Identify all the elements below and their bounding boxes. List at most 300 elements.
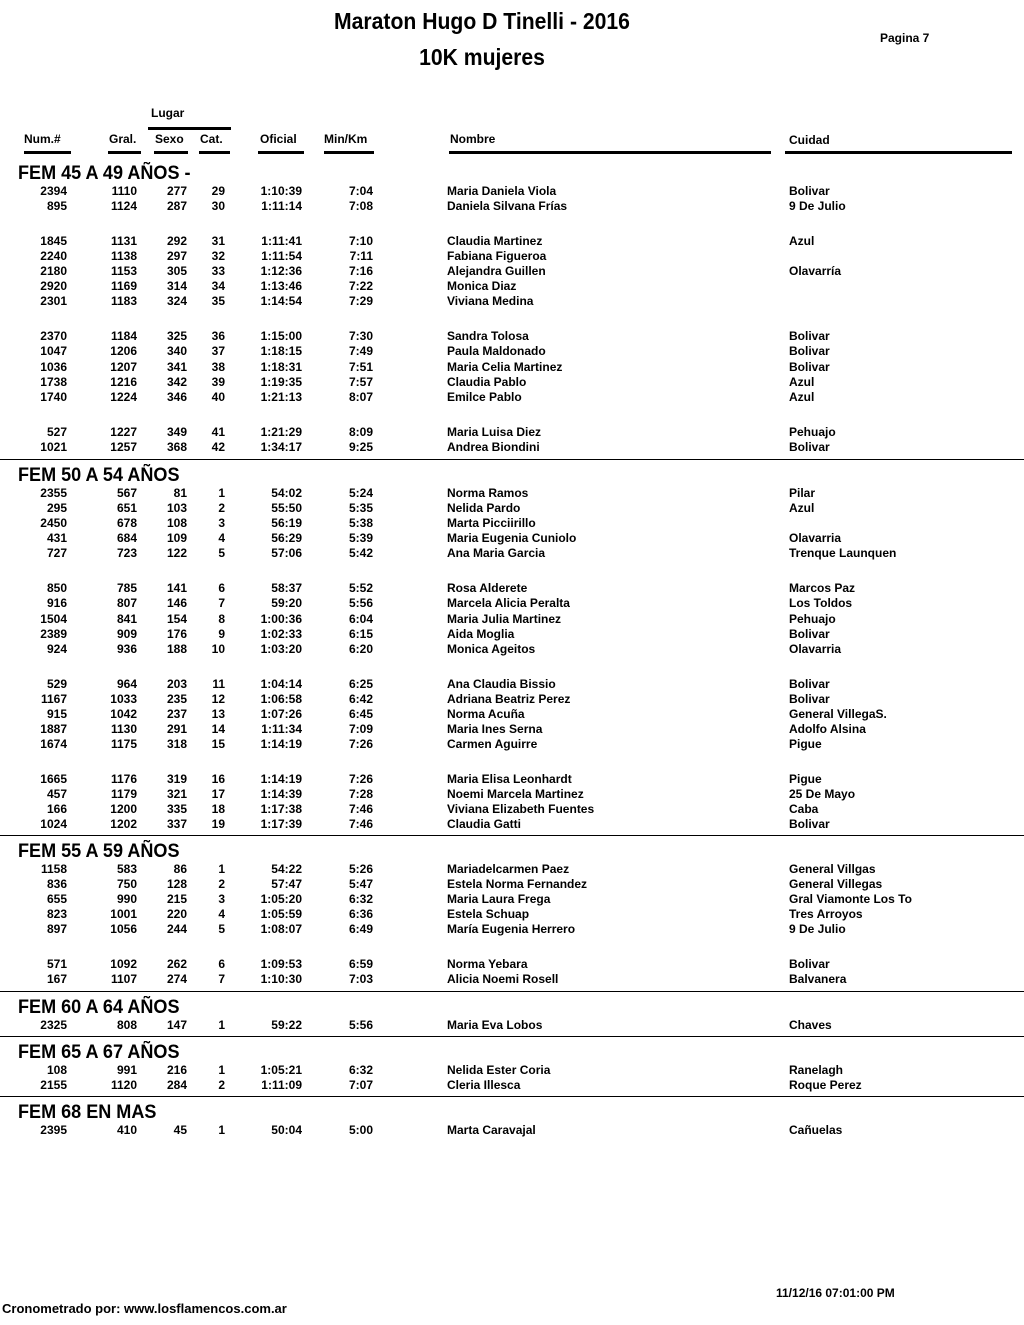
cell-ciudad: Bolivar: [789, 344, 830, 358]
cell-cat: 41: [211, 425, 225, 439]
cell-gral: 567: [116, 486, 137, 500]
cell-oficial: 1:11:54: [261, 249, 302, 263]
column-header-gral: Gral.: [109, 132, 137, 146]
cell-cat: 34: [211, 279, 225, 293]
cell-cat: 8: [218, 612, 225, 626]
cell-nombre: Rosa Alderete: [447, 581, 528, 595]
cell-ciudad: Pilar: [789, 486, 816, 500]
cell-ciudad: Olavarria: [789, 642, 842, 656]
cell-num: 2325: [40, 1018, 67, 1032]
cell-cat: 2: [218, 877, 225, 891]
cell-num: 655: [46, 892, 67, 906]
section-divider: [0, 459, 1024, 460]
cell-sexo: 321: [166, 787, 187, 801]
cell-nombre: Nelida Ester Coria: [447, 1063, 551, 1077]
cell-cat: 16: [211, 772, 225, 786]
cell-minkm: 6:32: [348, 1063, 373, 1077]
section-title: FEM 50 A 54 AÑOS: [18, 465, 180, 486]
section-title: FEM 65 A 67 AÑOS: [18, 1042, 180, 1063]
cell-minkm: 7:03: [348, 972, 373, 986]
cell-sexo: 262: [166, 957, 187, 971]
cell-num: 1740: [40, 390, 67, 404]
cell-gral: 410: [116, 1123, 137, 1137]
cell-num: 2389: [40, 627, 67, 641]
cell-minkm: 5:24: [348, 486, 373, 500]
cell-cat: 13: [211, 707, 225, 721]
cell-oficial: 56:19: [271, 516, 302, 530]
cell-nombre: María Eugenia Herrero: [447, 922, 576, 936]
cell-minkm: 7:30: [348, 329, 373, 343]
cell-minkm: 5:39: [348, 531, 373, 545]
cell-cat: 39: [211, 375, 225, 389]
cell-nombre: Maria Daniela Viola: [447, 184, 557, 198]
cell-num: 2450: [40, 516, 67, 530]
cell-gral: 583: [116, 862, 137, 876]
cell-oficial: 54:22: [271, 862, 302, 876]
cell-num: 1665: [40, 772, 67, 786]
cell-nombre: Maria Celia Martinez: [447, 360, 563, 374]
column-header-cat: Cat.: [200, 132, 223, 146]
cell-oficial: 1:10:39: [260, 184, 302, 198]
section-title: FEM 68 EN MAS: [18, 1102, 157, 1123]
cell-gral: 1131: [110, 234, 137, 248]
cell-sexo: 297: [166, 249, 187, 263]
cell-cat: 6: [218, 957, 225, 971]
cell-gral: 909: [116, 627, 137, 641]
cell-minkm: 7:51: [348, 360, 373, 374]
cell-minkm: 6:25: [348, 677, 373, 691]
cell-oficial: 1:03:20: [260, 642, 302, 656]
cell-gral: 1200: [110, 802, 137, 816]
cell-cat: 4: [218, 907, 225, 921]
cell-sexo: 146: [166, 596, 187, 610]
cell-nombre: Monica Diaz: [447, 279, 517, 293]
cell-oficial: 1:05:21: [260, 1063, 302, 1077]
gral-underline: [108, 151, 141, 154]
cell-gral: 1183: [110, 294, 137, 308]
cell-num: 1036: [40, 360, 67, 374]
cell-cat: 7: [218, 596, 225, 610]
cell-oficial: 1:05:20: [260, 892, 302, 906]
cell-sexo: 337: [166, 817, 187, 831]
cell-gral: 964: [116, 677, 137, 691]
cell-nombre: Alejandra Guillen: [447, 264, 546, 278]
cell-sexo: 122: [166, 546, 187, 560]
cell-sexo: 274: [166, 972, 187, 986]
cell-cat: 38: [211, 360, 225, 374]
cell-gral: 651: [116, 501, 137, 515]
cell-gral: 750: [116, 877, 137, 891]
cell-gral: 991: [116, 1063, 137, 1077]
cell-num: 850: [46, 581, 67, 595]
section-divider: [0, 835, 1024, 836]
cell-num: 895: [46, 199, 67, 213]
cell-gral: 1120: [110, 1078, 137, 1092]
cell-minkm: 7:08: [348, 199, 373, 213]
cell-num: 916: [46, 596, 67, 610]
cell-minkm: 7:49: [348, 344, 373, 358]
cell-gral: 1206: [110, 344, 137, 358]
cell-cat: 37: [211, 344, 225, 358]
section-divider: [0, 1096, 1024, 1097]
cell-oficial: 1:08:07: [260, 922, 302, 936]
cell-cat: 33: [211, 264, 225, 278]
cell-ciudad: General Villegas: [789, 877, 883, 891]
cell-num: 295: [46, 501, 67, 515]
cell-sexo: 45: [173, 1123, 187, 1137]
cell-nombre: Alicia Noemi Rosell: [447, 972, 559, 986]
cell-num: 2395: [40, 1123, 67, 1137]
cell-gral: 807: [116, 596, 137, 610]
cell-sexo: 109: [166, 531, 187, 545]
cell-num: 1674: [40, 737, 67, 751]
cell-ciudad: 9 De Julio: [789, 922, 846, 936]
page-number: Pagina 7: [880, 31, 930, 45]
cell-num: 2301: [40, 294, 67, 308]
cell-oficial: 57:47: [271, 877, 302, 891]
section-title: FEM 60 A 64 AÑOS: [18, 997, 180, 1018]
cell-minkm: 5:56: [348, 596, 373, 610]
cell-num: 1158: [40, 862, 67, 876]
cell-num: 571: [46, 957, 67, 971]
cell-nombre: Viviana Medina: [447, 294, 534, 308]
cell-ciudad: Pigue: [789, 737, 822, 751]
cell-gral: 808: [116, 1018, 137, 1032]
cell-nombre: Paula Maldonado: [447, 344, 546, 358]
cell-ciudad: Olavarría: [789, 264, 842, 278]
cell-num: 166: [46, 802, 67, 816]
cell-oficial: 1:06:58: [260, 692, 302, 706]
cell-num: 2180: [40, 264, 67, 278]
footer-timestamp: 11/12/16 07:01:00 PM: [776, 1286, 895, 1300]
section-divider: [0, 991, 1024, 992]
cell-gral: 1184: [110, 329, 137, 343]
cell-nombre: Claudia Pablo: [447, 375, 527, 389]
cell-minkm: 6:32: [348, 892, 373, 906]
cell-ciudad: Azul: [789, 234, 815, 248]
cell-sexo: 103: [166, 501, 187, 515]
cell-nombre: Norma Ramos: [447, 486, 529, 500]
cell-num: 1845: [40, 234, 67, 248]
cell-nombre: Fabiana Figueroa: [447, 249, 547, 263]
cell-sexo: 216: [166, 1063, 187, 1077]
cell-cat: 4: [218, 531, 225, 545]
cell-minkm: 7:28: [348, 787, 373, 801]
cell-gral: 841: [116, 612, 137, 626]
cell-cat: 18: [211, 802, 225, 816]
cell-num: 2155: [40, 1078, 67, 1092]
cell-ciudad: Bolivar: [789, 692, 830, 706]
cell-oficial: 1:10:30: [260, 972, 302, 986]
cell-cat: 5: [218, 546, 225, 560]
cell-gral: 1224: [110, 390, 137, 404]
nombre-underline: [449, 151, 771, 154]
cell-num: 915: [46, 707, 67, 721]
section-divider: [0, 1036, 1024, 1037]
cell-cat: 42: [211, 440, 225, 454]
cell-num: 1021: [40, 440, 67, 454]
cell-oficial: 1:34:17: [260, 440, 302, 454]
cell-nombre: Cleria Illesca: [447, 1078, 521, 1092]
cell-nombre: Maria Laura Frega: [447, 892, 551, 906]
cell-oficial: 59:20: [271, 596, 302, 610]
cell-nombre: Emilce Pablo: [447, 390, 522, 404]
cell-nombre: Ana Maria Garcia: [447, 546, 546, 560]
cell-oficial: 55:50: [271, 501, 302, 515]
cell-minkm: 8:09: [348, 425, 373, 439]
cell-minkm: 6:49: [348, 922, 373, 936]
cell-ciudad: Tres Arroyos: [789, 907, 863, 921]
cell-gral: 1033: [110, 692, 137, 706]
footer-timing-credit: Cronometrado por: www.losflamencos.com.ar: [2, 1301, 287, 1316]
cell-sexo: 340: [166, 344, 187, 358]
cell-sexo: 237: [166, 707, 187, 721]
cell-minkm: 7:16: [348, 264, 373, 278]
cell-oficial: 1:14:19: [260, 772, 302, 786]
cell-cat: 14: [211, 722, 225, 736]
cell-nombre: Claudia Martinez: [447, 234, 543, 248]
cell-cat: 17: [211, 787, 225, 801]
cell-oficial: 1:00:36: [260, 612, 302, 626]
cell-num: 897: [46, 922, 67, 936]
cell-sexo: 235: [166, 692, 187, 706]
section-title: FEM 55 A 59 AÑOS: [18, 841, 180, 862]
cell-num: 2355: [40, 486, 67, 500]
cell-ciudad: Trenque Launquen: [789, 546, 897, 560]
column-header-sexo: Sexo: [155, 132, 184, 146]
cell-gral: 990: [116, 892, 137, 906]
cell-gral: 678: [116, 516, 137, 530]
cell-sexo: 346: [166, 390, 187, 404]
cell-ciudad: Gral Viamonte Los To: [789, 892, 912, 906]
cell-num: 2394: [40, 184, 67, 198]
cell-sexo: 284: [166, 1078, 187, 1092]
lugar-underline: [148, 127, 231, 130]
cell-cat: 7: [218, 972, 225, 986]
cell-nombre: Daniela Silvana Frías: [447, 199, 568, 213]
cell-nombre: Maria Eva Lobos: [447, 1018, 543, 1032]
cell-oficial: 54:02: [271, 486, 302, 500]
cell-gral: 1110: [111, 184, 137, 198]
cell-ciudad: Roque Perez: [789, 1078, 862, 1092]
cell-nombre: Marcela Alicia Peralta: [447, 596, 570, 610]
cell-sexo: 349: [166, 425, 187, 439]
cell-sexo: 141: [166, 581, 187, 595]
cell-ciudad: Bolivar: [789, 677, 830, 691]
column-header-nombre: Nombre: [450, 132, 496, 146]
cell-minkm: 9:25: [348, 440, 373, 454]
cell-oficial: 1:14:39: [260, 787, 302, 801]
cell-minkm: 7:46: [348, 802, 373, 816]
cell-sexo: 203: [166, 677, 187, 691]
cell-sexo: 368: [166, 440, 187, 454]
column-header-oficial: Oficial: [260, 132, 297, 146]
cell-ciudad: General Villgas: [789, 862, 876, 876]
sexo-underline: [154, 151, 188, 154]
cell-ciudad: 25 De Mayo: [789, 787, 856, 801]
cell-num: 108: [46, 1063, 67, 1077]
cell-gral: 1124: [110, 199, 137, 213]
cell-minkm: 7:10: [348, 234, 373, 248]
cell-minkm: 7:07: [348, 1078, 373, 1092]
cell-nombre: Maria Luisa Diez: [447, 425, 542, 439]
cell-cat: 1: [218, 486, 225, 500]
cell-sexo: 277: [166, 184, 187, 198]
cell-sexo: 342: [166, 375, 187, 389]
cell-gral: 1153: [110, 264, 137, 278]
cell-oficial: 56:29: [271, 531, 302, 545]
cell-sexo: 188: [166, 642, 187, 656]
cell-nombre: Noemi Marcela Martinez: [447, 787, 584, 801]
cell-ciudad: Bolivar: [789, 440, 830, 454]
cell-ciudad: Caba: [789, 802, 819, 816]
cell-sexo: 220: [166, 907, 187, 921]
cell-gral: 1207: [110, 360, 137, 374]
cell-minkm: 5:52: [348, 581, 373, 595]
cell-oficial: 1:13:46: [260, 279, 302, 293]
cell-gral: 936: [116, 642, 137, 656]
cell-minkm: 6:45: [348, 707, 373, 721]
cell-cat: 29: [211, 184, 225, 198]
cell-cat: 15: [211, 737, 225, 751]
cell-minkm: 7:29: [348, 294, 373, 308]
cell-cat: 3: [218, 892, 225, 906]
cell-ciudad: Pehuajo: [789, 612, 836, 626]
num-underline: [24, 151, 71, 154]
cell-cat: 10: [211, 642, 225, 656]
cell-oficial: 1:11:09: [261, 1078, 302, 1092]
cell-ciudad: Bolivar: [789, 957, 830, 971]
cell-cat: 1: [218, 1018, 225, 1032]
cell-minkm: 6:04: [348, 612, 373, 626]
cell-gral: 1257: [110, 440, 137, 454]
cell-ciudad: Los Toldos: [789, 596, 853, 610]
cell-gral: 1175: [110, 737, 137, 751]
cell-sexo: 292: [166, 234, 187, 248]
cell-ciudad: Azul: [789, 375, 815, 389]
cell-oficial: 1:19:35: [260, 375, 302, 389]
cell-num: 2240: [40, 249, 67, 263]
cell-oficial: 1:18:31: [260, 360, 302, 374]
cell-num: 1167: [40, 692, 67, 706]
cell-minkm: 7:22: [348, 279, 373, 293]
cell-num: 2370: [40, 329, 67, 343]
cell-sexo: 128: [166, 877, 187, 891]
cell-sexo: 305: [166, 264, 187, 278]
section-title: FEM 45 A 49 AÑOS -: [18, 163, 191, 184]
cell-ciudad: Balvanera: [789, 972, 847, 986]
cell-sexo: 176: [166, 627, 187, 641]
cell-oficial: 1:17:39: [260, 817, 302, 831]
cell-num: 1504: [40, 612, 67, 626]
cell-sexo: 81: [173, 486, 187, 500]
cell-sexo: 147: [166, 1018, 187, 1032]
cell-minkm: 5:56: [348, 1018, 373, 1032]
cell-minkm: 5:42: [348, 546, 373, 560]
cell-minkm: 6:59: [348, 957, 373, 971]
cell-num: 431: [46, 531, 67, 545]
cell-sexo: 314: [166, 279, 187, 293]
page-title: Maraton Hugo D Tinelli - 2016: [334, 8, 630, 34]
cell-nombre: Carmen Aguirre: [447, 737, 538, 751]
cell-minkm: 6:15: [348, 627, 373, 641]
cell-gral: 1056: [110, 922, 137, 936]
cell-gral: 1130: [110, 722, 137, 736]
cell-cat: 11: [212, 677, 225, 691]
cell-nombre: Adriana Beatriz Perez: [447, 692, 571, 706]
ciudad-underline: [785, 151, 1012, 154]
cell-oficial: 1:11:14: [261, 199, 302, 213]
cell-gral: 1179: [110, 787, 137, 801]
cell-ciudad: 9 De Julio: [789, 199, 846, 213]
cell-cat: 1: [218, 1063, 225, 1077]
cell-ciudad: Ranelagh: [789, 1063, 844, 1077]
cell-cat: 32: [211, 249, 225, 263]
cell-gral: 1227: [110, 425, 137, 439]
cat-underline: [199, 151, 230, 154]
page-subtitle: 10K mujeres: [419, 44, 545, 70]
cell-minkm: 7:57: [348, 375, 373, 389]
cell-ciudad: Azul: [789, 390, 815, 404]
cell-oficial: 1:11:34: [261, 722, 302, 736]
cell-oficial: 57:06: [271, 546, 302, 560]
cell-nombre: Monica Ageitos: [447, 642, 536, 656]
cell-gral: 684: [116, 531, 137, 545]
cell-ciudad: Bolivar: [789, 627, 830, 641]
cell-oficial: 1:04:14: [260, 677, 302, 691]
cell-ciudad: Pigue: [789, 772, 822, 786]
cell-minkm: 5:35: [348, 501, 373, 515]
cell-cat: 35: [211, 294, 225, 308]
cell-gral: 1001: [110, 907, 137, 921]
cell-sexo: 215: [166, 892, 187, 906]
cell-cat: 1: [218, 1123, 225, 1137]
cell-nombre: Ana Claudia Bissio: [447, 677, 556, 691]
cell-cat: 2: [218, 1078, 225, 1092]
cell-cat: 19: [211, 817, 225, 831]
cell-sexo: 291: [166, 722, 187, 736]
cell-nombre: Norma Yebara: [447, 957, 528, 971]
cell-oficial: 1:11:41: [261, 234, 302, 248]
cell-sexo: 325: [166, 329, 187, 343]
cell-oficial: 1:14:19: [260, 737, 302, 751]
cell-ciudad: Bolivar: [789, 184, 830, 198]
cell-ciudad: Bolivar: [789, 360, 830, 374]
cell-oficial: 50:04: [271, 1123, 302, 1137]
cell-num: 823: [46, 907, 67, 921]
cell-gral: 1216: [110, 375, 137, 389]
cell-oficial: 1:18:15: [260, 344, 302, 358]
cell-oficial: 1:21:29: [260, 425, 302, 439]
cell-cat: 6: [218, 581, 225, 595]
cell-cat: 12: [211, 692, 225, 706]
cell-gral: 723: [116, 546, 137, 560]
cell-gral: 1138: [110, 249, 137, 263]
cell-nombre: Mariadelcarmen Paez: [447, 862, 570, 876]
cell-nombre: Estela Norma Fernandez: [447, 877, 588, 891]
minkm-underline: [324, 151, 374, 154]
column-header-num: Num.#: [24, 132, 61, 146]
cell-sexo: 86: [173, 862, 187, 876]
cell-nombre: Claudia Gatti: [447, 817, 522, 831]
cell-cat: 2: [218, 501, 225, 515]
cell-gral: 1042: [110, 707, 137, 721]
cell-oficial: 1:07:26: [260, 707, 302, 721]
cell-ciudad: Cañuelas: [789, 1123, 843, 1137]
cell-nombre: Maria Elisa Leonhardt: [447, 772, 572, 786]
cell-sexo: 287: [166, 199, 187, 213]
cell-minkm: 7:26: [348, 772, 373, 786]
